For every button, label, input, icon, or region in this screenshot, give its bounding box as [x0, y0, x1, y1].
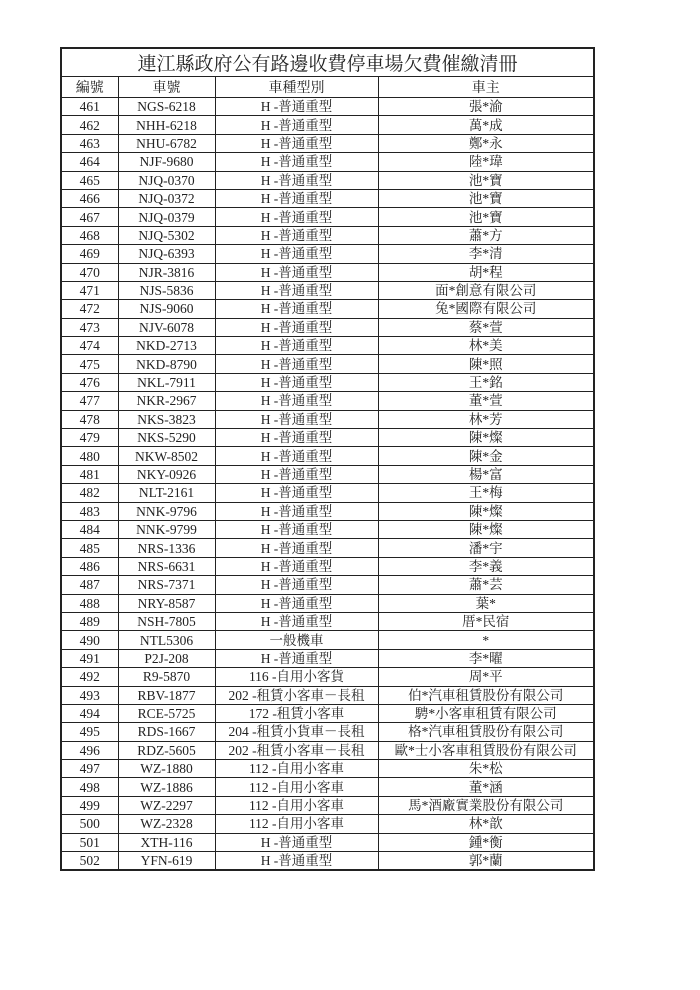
row-number: 485	[61, 539, 118, 557]
vehicle-type: H -普通重型	[215, 153, 378, 171]
owner-name: 李*清	[378, 245, 594, 263]
table-row	[61, 189, 594, 207]
row-number: 472	[61, 300, 118, 318]
plate-number: NRY-8587	[118, 594, 215, 612]
table-row	[61, 263, 594, 281]
plate-number: RBV-1877	[118, 686, 215, 704]
owner-name: 陳*燦	[378, 429, 594, 447]
owner-name: 萬*成	[378, 116, 594, 134]
vehicle-type: H -普通重型	[215, 245, 378, 263]
vehicle-type: H -普通重型	[215, 576, 378, 594]
header-owner: 車主	[378, 77, 594, 98]
owner-name: 蔡*萱	[378, 318, 594, 336]
plate-number: XTH-116	[118, 833, 215, 851]
vehicle-type: H -普通重型	[215, 557, 378, 575]
vehicle-type: H -普通重型	[215, 355, 378, 373]
header-number: 編號	[61, 77, 118, 98]
row-number: 480	[61, 447, 118, 465]
vehicle-type: H -普通重型	[215, 392, 378, 410]
plate-number: NJQ-6393	[118, 245, 215, 263]
plate-number: WZ-2297	[118, 796, 215, 814]
arrears-list-table	[60, 47, 595, 871]
table-row	[61, 116, 594, 134]
owner-name: 陳*金	[378, 447, 594, 465]
vehicle-type: H -普通重型	[215, 300, 378, 318]
row-number: 466	[61, 189, 118, 207]
table-row	[61, 815, 594, 833]
vehicle-type: H -普通重型	[215, 465, 378, 483]
table-row	[61, 447, 594, 465]
plate-number: WZ-1886	[118, 778, 215, 796]
table-row	[61, 281, 594, 299]
row-number: 473	[61, 318, 118, 336]
plate-number: NKS-5290	[118, 429, 215, 447]
plate-number: P2J-208	[118, 649, 215, 667]
owner-name: 格*汽車租賃股份有限公司	[378, 723, 594, 741]
vehicle-type: H -普通重型	[215, 484, 378, 502]
plate-number: NKD-8790	[118, 355, 215, 373]
vehicle-type: H -普通重型	[215, 429, 378, 447]
vehicle-type: 一般機車	[215, 631, 378, 649]
plate-number: NNK-9799	[118, 520, 215, 538]
plate-number: NJQ-0379	[118, 208, 215, 226]
row-number: 496	[61, 741, 118, 759]
vehicle-type: H -普通重型	[215, 318, 378, 336]
plate-number: NJS-5836	[118, 281, 215, 299]
header-plate: 車號	[118, 77, 215, 98]
row-number: 498	[61, 778, 118, 796]
plate-number: NLT-2161	[118, 484, 215, 502]
owner-name: 池*寶	[378, 189, 594, 207]
row-number: 479	[61, 429, 118, 447]
row-number: 463	[61, 134, 118, 152]
vehicle-type: H -普通重型	[215, 263, 378, 281]
table-row	[61, 649, 594, 667]
vehicle-type: 172 -租賃小客車	[215, 704, 378, 722]
owner-name: 周*平	[378, 668, 594, 686]
vehicle-type: 112 -自用小客車	[215, 815, 378, 833]
table-row	[61, 429, 594, 447]
table-row	[61, 300, 594, 318]
owner-name: *	[378, 631, 594, 649]
row-number: 482	[61, 484, 118, 502]
owner-name: 李*義	[378, 557, 594, 575]
vehicle-type: 202 -租賃小客車－長租	[215, 741, 378, 759]
table-row	[61, 796, 594, 814]
vehicle-type: 202 -租賃小客車－長租	[215, 686, 378, 704]
plate-number: RDS-1667	[118, 723, 215, 741]
plate-number: NJQ-5302	[118, 226, 215, 244]
table-row	[61, 668, 594, 686]
table-row	[61, 226, 594, 244]
table-row	[61, 576, 594, 594]
owner-name: 陸*瑋	[378, 153, 594, 171]
plate-number: NKY-0926	[118, 465, 215, 483]
table-row	[61, 741, 594, 759]
row-number: 461	[61, 98, 118, 116]
table-row	[61, 539, 594, 557]
row-number: 467	[61, 208, 118, 226]
row-number: 464	[61, 153, 118, 171]
table-row	[61, 723, 594, 741]
plate-number: WZ-2328	[118, 815, 215, 833]
table-row	[61, 557, 594, 575]
vehicle-type: H -普通重型	[215, 189, 378, 207]
owner-name: 朱*松	[378, 760, 594, 778]
owner-name: 陳*燦	[378, 502, 594, 520]
owner-name: 林*歆	[378, 815, 594, 833]
owner-name: 楊*富	[378, 465, 594, 483]
vehicle-type: H -普通重型	[215, 612, 378, 630]
table-row	[61, 484, 594, 502]
row-number: 462	[61, 116, 118, 134]
row-number: 469	[61, 245, 118, 263]
table-row	[61, 134, 594, 152]
vehicle-type: H -普通重型	[215, 447, 378, 465]
vehicle-type: 204 -租賃小貨車－長租	[215, 723, 378, 741]
owner-name: 兔*國際有限公司	[378, 300, 594, 318]
vehicle-type: H -普通重型	[215, 649, 378, 667]
vehicle-type: H -普通重型	[215, 373, 378, 391]
owner-name: 池*寶	[378, 171, 594, 189]
owner-name: 董*萱	[378, 392, 594, 410]
table-row	[61, 631, 594, 649]
document-title: 連江縣政府公有路邊收費停車場欠費催繳清冊	[61, 48, 594, 77]
plate-number: NNK-9796	[118, 502, 215, 520]
table-row	[61, 594, 594, 612]
owner-name: 歐*士小客車租賃股份有限公司	[378, 741, 594, 759]
row-number: 481	[61, 465, 118, 483]
row-number: 477	[61, 392, 118, 410]
row-number: 502	[61, 852, 118, 871]
vehicle-type: H -普通重型	[215, 281, 378, 299]
table-row	[61, 502, 594, 520]
row-number: 501	[61, 833, 118, 851]
row-number: 495	[61, 723, 118, 741]
table-row	[61, 852, 594, 871]
vehicle-type: 112 -自用小客車	[215, 778, 378, 796]
plate-number: RCE-5725	[118, 704, 215, 722]
plate-number: NJR-3816	[118, 263, 215, 281]
owner-name: 鄭*永	[378, 134, 594, 152]
owner-name: 胡*程	[378, 263, 594, 281]
owner-name: 陳*燦	[378, 520, 594, 538]
plate-number: NJF-9680	[118, 153, 215, 171]
row-number: 490	[61, 631, 118, 649]
vehicle-type: H -普通重型	[215, 116, 378, 134]
plate-number: NGS-6218	[118, 98, 215, 116]
table-row	[61, 704, 594, 722]
row-number: 493	[61, 686, 118, 704]
table-row	[61, 612, 594, 630]
table-row	[61, 520, 594, 538]
table-row	[61, 465, 594, 483]
vehicle-type: 112 -自用小客車	[215, 796, 378, 814]
plate-number: NRS-6631	[118, 557, 215, 575]
owner-name: 騁*小客車租賃有限公司	[378, 704, 594, 722]
vehicle-type: H -普通重型	[215, 502, 378, 520]
row-number: 494	[61, 704, 118, 722]
row-number: 483	[61, 502, 118, 520]
plate-number: NJS-9060	[118, 300, 215, 318]
plate-number: NTL5306	[118, 631, 215, 649]
vehicle-type: H -普通重型	[215, 337, 378, 355]
row-number: 487	[61, 576, 118, 594]
owner-name: 林*芳	[378, 410, 594, 428]
owner-name: 林*美	[378, 337, 594, 355]
plate-number: RDZ-5605	[118, 741, 215, 759]
table-row	[61, 171, 594, 189]
plate-number: NKW-8502	[118, 447, 215, 465]
plate-number: NJQ-0372	[118, 189, 215, 207]
table-row	[61, 337, 594, 355]
owner-name: 面*創意有限公司	[378, 281, 594, 299]
table-body	[61, 98, 594, 871]
vehicle-type: H -普通重型	[215, 520, 378, 538]
row-number: 476	[61, 373, 118, 391]
plate-number: NRS-1336	[118, 539, 215, 557]
plate-number: NHU-6782	[118, 134, 215, 152]
row-number: 471	[61, 281, 118, 299]
owner-name: 董*涵	[378, 778, 594, 796]
owner-name: 陳*照	[378, 355, 594, 373]
owner-name: 張*渝	[378, 98, 594, 116]
table-row	[61, 760, 594, 778]
plate-number: NHH-6218	[118, 116, 215, 134]
plate-number: YFN-619	[118, 852, 215, 871]
vehicle-type: H -普通重型	[215, 208, 378, 226]
owner-name: 馬*酒廠實業股份有限公司	[378, 796, 594, 814]
vehicle-type: 112 -自用小客車	[215, 760, 378, 778]
vehicle-type: H -普通重型	[215, 833, 378, 851]
plate-number: WZ-1880	[118, 760, 215, 778]
row-number: 470	[61, 263, 118, 281]
vehicle-type: H -普通重型	[215, 852, 378, 871]
owner-name: 潘*宇	[378, 539, 594, 557]
row-number: 468	[61, 226, 118, 244]
owner-name: 蕭*芸	[378, 576, 594, 594]
row-number: 486	[61, 557, 118, 575]
table-row	[61, 373, 594, 391]
row-number: 484	[61, 520, 118, 538]
row-number: 492	[61, 668, 118, 686]
vehicle-type: H -普通重型	[215, 226, 378, 244]
vehicle-type: H -普通重型	[215, 410, 378, 428]
owner-name: 池*寶	[378, 208, 594, 226]
plate-number: R9-5870	[118, 668, 215, 686]
table-row	[61, 245, 594, 263]
vehicle-type: 116 -自用小客貨	[215, 668, 378, 686]
owner-name: 伯*汽車租賃股份有限公司	[378, 686, 594, 704]
plate-number: NJQ-0370	[118, 171, 215, 189]
table-row	[61, 208, 594, 226]
table-row	[61, 153, 594, 171]
vehicle-type: H -普通重型	[215, 134, 378, 152]
row-number: 499	[61, 796, 118, 814]
owner-name: 蕭*方	[378, 226, 594, 244]
table-row	[61, 318, 594, 336]
owner-name: 王*梅	[378, 484, 594, 502]
vehicle-type: H -普通重型	[215, 539, 378, 557]
owner-name: 郭*蘭	[378, 852, 594, 871]
owner-name: 王*銘	[378, 373, 594, 391]
plate-number: NKL-7911	[118, 373, 215, 391]
plate-number: NSH-7805	[118, 612, 215, 630]
row-number: 489	[61, 612, 118, 630]
owner-name: 鍾*衡	[378, 833, 594, 851]
table-row	[61, 833, 594, 851]
row-number: 474	[61, 337, 118, 355]
vehicle-type: H -普通重型	[215, 98, 378, 116]
table-row	[61, 778, 594, 796]
vehicle-type: H -普通重型	[215, 171, 378, 189]
table-row	[61, 355, 594, 373]
row-number: 465	[61, 171, 118, 189]
row-number: 488	[61, 594, 118, 612]
plate-number: NJV-6078	[118, 318, 215, 336]
header-vehicle-type: 車種型別	[215, 77, 378, 98]
row-number: 475	[61, 355, 118, 373]
row-number: 500	[61, 815, 118, 833]
row-number: 491	[61, 649, 118, 667]
table-row	[61, 410, 594, 428]
table-row	[61, 392, 594, 410]
plate-number: NKS-3823	[118, 410, 215, 428]
owner-name: 李*曜	[378, 649, 594, 667]
table-row	[61, 686, 594, 704]
owner-name: 厝*民宿	[378, 612, 594, 630]
table-row	[61, 98, 594, 116]
row-number: 478	[61, 410, 118, 428]
plate-number: NKD-2713	[118, 337, 215, 355]
row-number: 497	[61, 760, 118, 778]
plate-number: NKR-2967	[118, 392, 215, 410]
owner-name: 葉*	[378, 594, 594, 612]
plate-number: NRS-7371	[118, 576, 215, 594]
vehicle-type: H -普通重型	[215, 594, 378, 612]
